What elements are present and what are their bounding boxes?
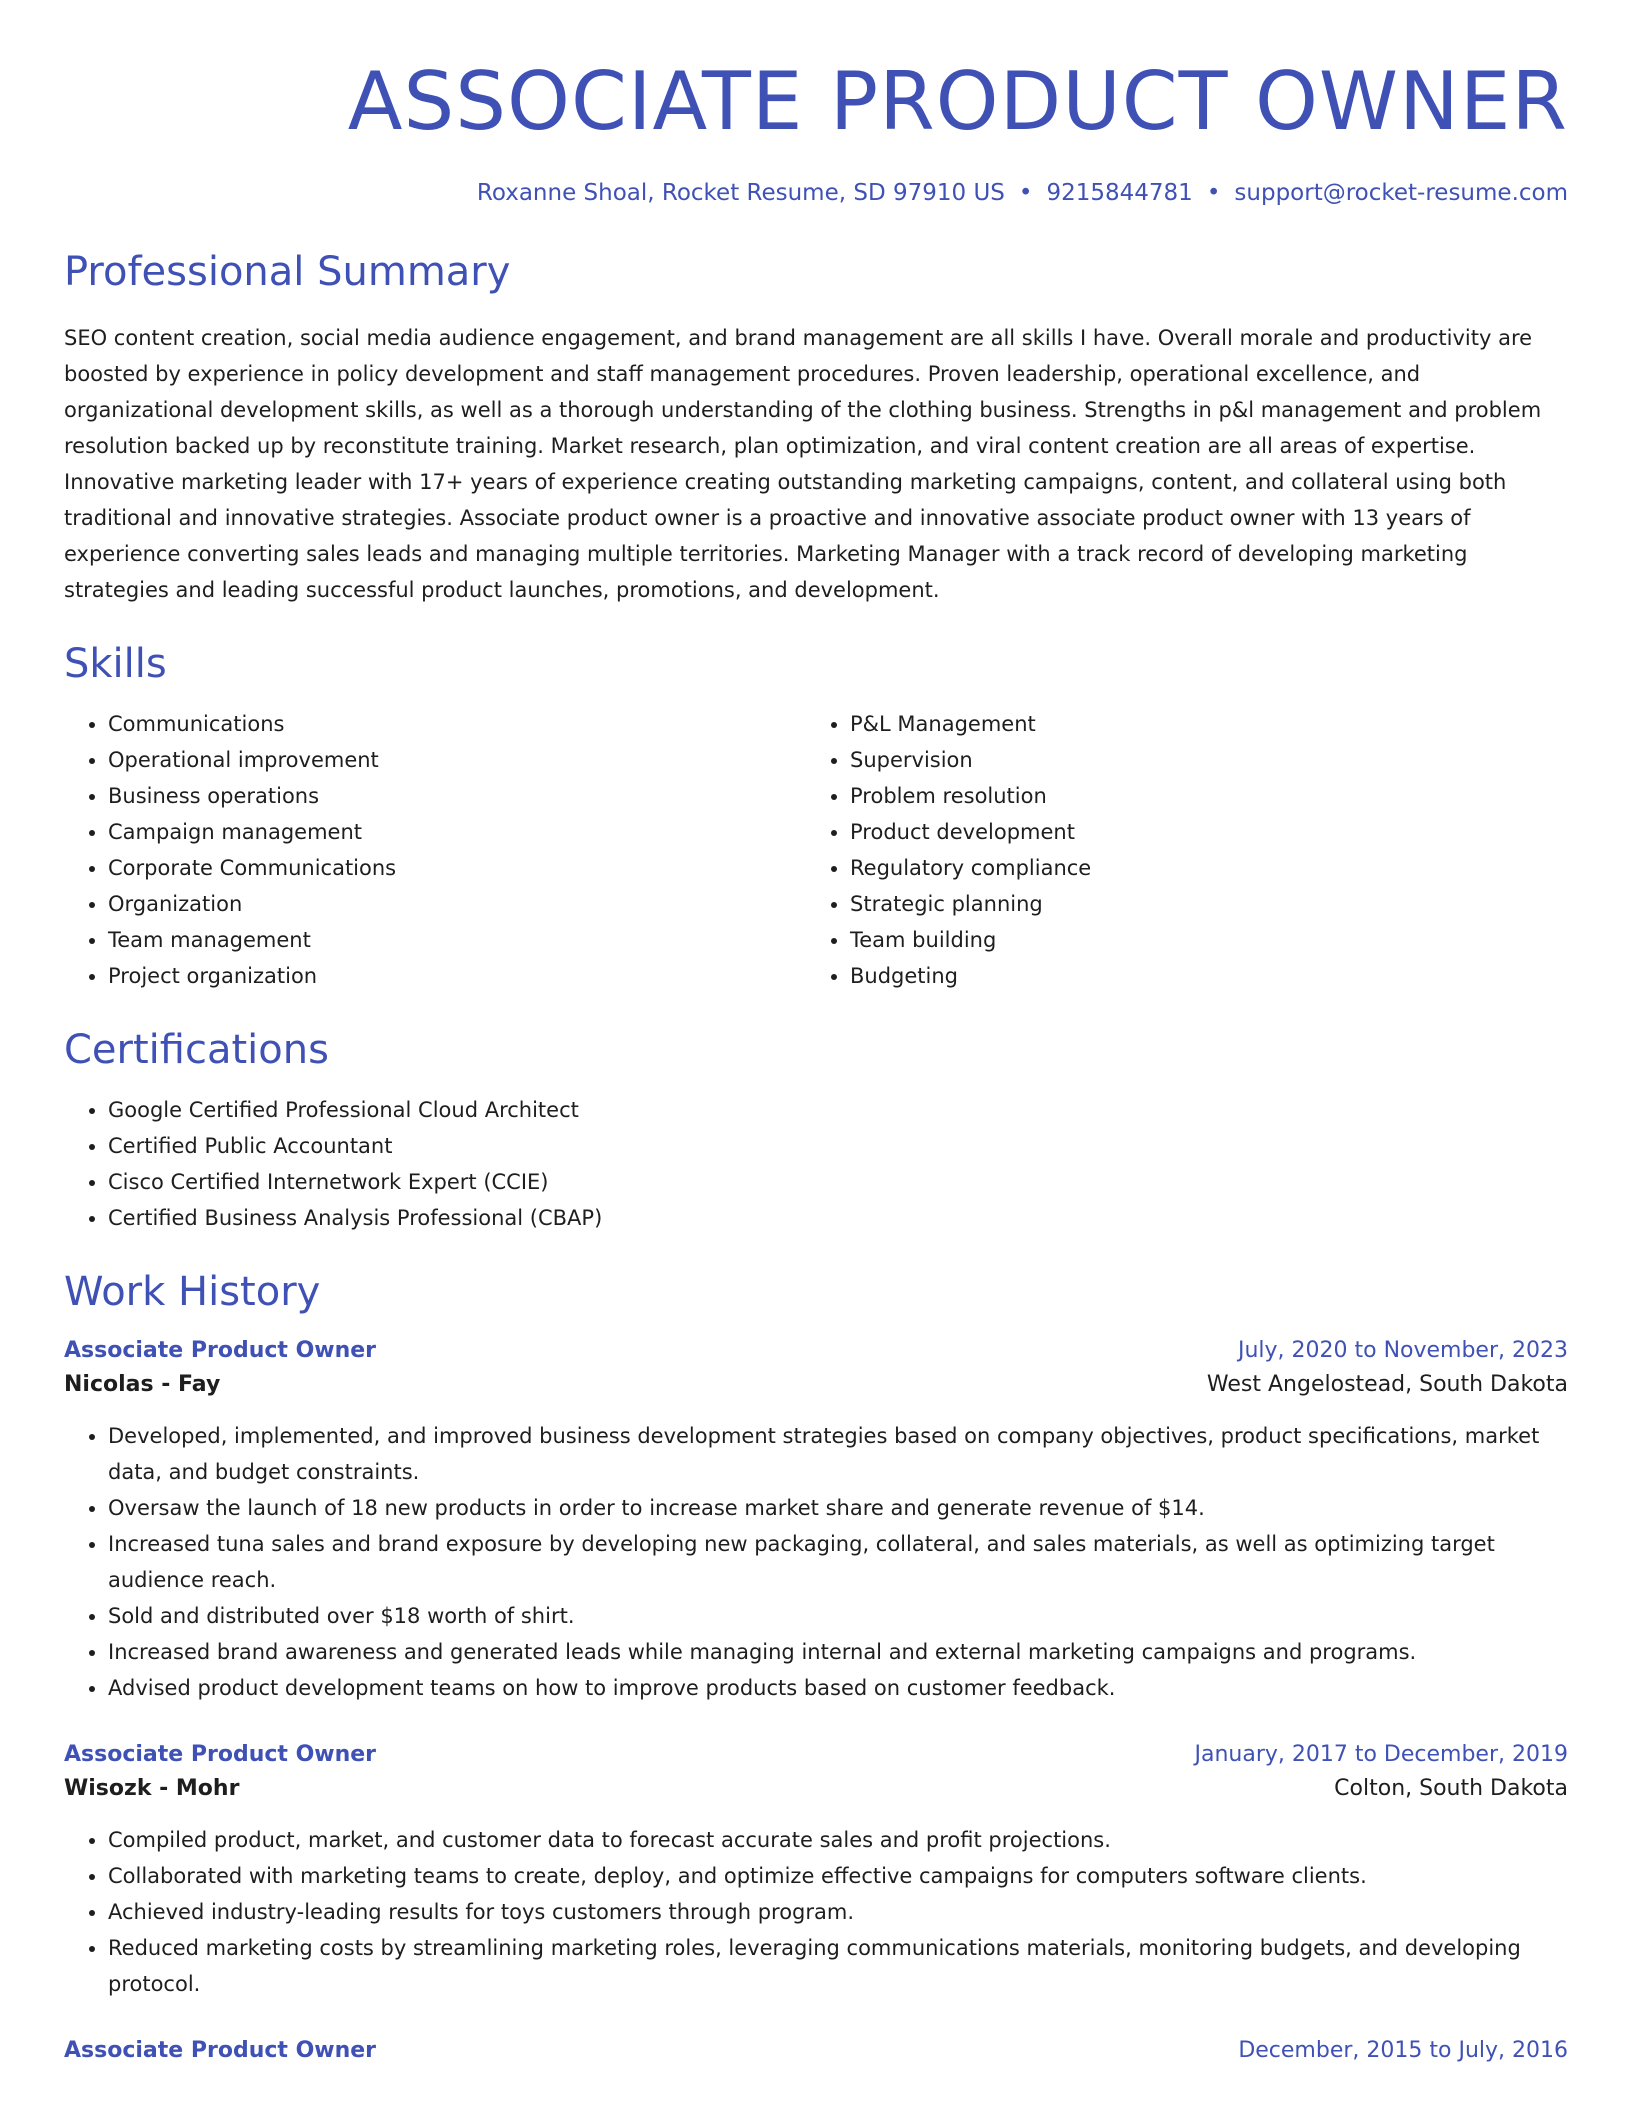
skills-section: [64, 642, 1568, 994]
job-location: Colton, South Dakota: [1334, 1776, 1568, 1801]
skills-column-right: [806, 706, 1548, 994]
skill-item: • Team management: [108, 922, 806, 958]
job-bullet: • Developed, implemented, and improved business development strategies based on company objectives, product specifications, market data, and budget constraints.: [108, 1418, 1568, 1490]
skill-item: • Team building: [850, 922, 1548, 958]
job-bullet: • Collaborated with marketing teams to create, deploy, and optimize effective campaigns for computers software clients.: [108, 1858, 1568, 1894]
job-location: West Angelostead, South Dakota: [1206, 1372, 1568, 1397]
skills-column-left: [64, 706, 806, 994]
certifications-section: [64, 1028, 1568, 1236]
job-header-row: [64, 1740, 1568, 1770]
job-bullet: • Reduced marketing costs by streamlining marketing roles, leveraging communications materials, monitoring budgets, and developing protocol.: [108, 1930, 1568, 2002]
job-dates: December, 2015 to July, 2016: [1238, 2038, 1568, 2063]
job-bullet: • Sold and distributed over $18 worth of shirt.: [108, 1598, 1568, 1634]
job-header-row: [64, 2036, 1568, 2066]
job-entry: [64, 1740, 1568, 2002]
contact-address: Roxanne Shoal, Rocket Resume, SD 97910 US: [476, 180, 1005, 206]
job-bullets: [64, 1418, 1568, 1706]
skill-item: • Project organization: [108, 958, 806, 994]
skill-item: • Organization: [108, 886, 806, 922]
contact-phone: 9215844781: [1046, 180, 1193, 206]
job-entry: [64, 1336, 1568, 1706]
certification-item: • Cisco Certified Internetwork Expert (CCIE): [108, 1164, 1568, 1200]
job-bullet: • Compiled product, market, and customer data to forecast accurate sales and profit projections.: [108, 1822, 1568, 1858]
skill-item: • Corporate Communications: [108, 850, 806, 886]
job-bullet: • Increased brand awareness and generated leads while managing internal and external marketing campaigns and programs.: [108, 1634, 1568, 1670]
certifications-list: [64, 1092, 1568, 1236]
job-title: Associate Product Owner: [64, 2038, 377, 2063]
contact-separator: •: [1206, 180, 1221, 206]
skill-item: • Product development: [850, 814, 1548, 850]
work-history-section: [64, 1270, 1568, 2066]
skill-item: • Business operations: [108, 778, 806, 814]
job-company-row: [64, 1366, 1568, 1404]
skills-list-left: [64, 706, 806, 994]
job-bullet: • Oversaw the launch of 18 new products in order to increase market share and generate revenue of $14.: [108, 1490, 1568, 1526]
job-bullet: • Advised product development teams on how to improve products based on customer feedback.: [108, 1670, 1568, 1706]
job-title: Associate Product Owner: [64, 1742, 377, 1767]
job-entry: [64, 2036, 1568, 2066]
contact-separator: •: [1018, 180, 1033, 206]
skill-item: • Budgeting: [850, 958, 1548, 994]
job-header-row: [64, 1336, 1568, 1366]
certification-item: • Certified Public Accountant: [108, 1128, 1568, 1164]
skills-columns: [64, 706, 1568, 994]
page-title: ASSOCIATE PRODUCT OWNER: [347, 55, 1568, 148]
skill-item: • Communications: [108, 706, 806, 742]
certification-item: • Google Certified Professional Cloud Architect: [108, 1092, 1568, 1128]
skill-item: • P&L Management: [850, 706, 1548, 742]
work-history-heading: Work History: [64, 1269, 321, 1315]
certification-item: • Certified Business Analysis Professional (CBAP): [108, 1200, 1568, 1236]
job-dates: July, 2020 to November, 2023: [1237, 1338, 1568, 1363]
job-company-row: [64, 1770, 1568, 1808]
summary-heading: Professional Summary: [64, 249, 511, 295]
job-bullets: [64, 1822, 1568, 2002]
job-title: Associate Product Owner: [64, 1338, 377, 1363]
skill-item: • Campaign management: [108, 814, 806, 850]
skill-item: • Supervision: [850, 742, 1548, 778]
summary-text: SEO content creation, social media audience engagement, and brand management are all skills I have. Overall morale and productivity are boosted by experience in policy development and staff management procedures. Proven leadership, operational excellence, and organizational development skills, as well as a thorough understanding of the clothing business. Strengths in p&l management and problem resolution backed up by reconstitute training. Market research, plan optimization, and viral content creation are all areas of expertise. Innovative marketing leader with 17+ years of experience creating outstanding marketing campaigns, content, and collateral using both traditional and innovative strategies. Associate product owner is a proactive and innovative associate product owner with 13 years of experience converting sales leads and managing multiple territories. Marketing Manager with a track record of developing marketing strategies and leading successful product launches, promotions, and development.: [64, 326, 1542, 602]
job-bullet: • Achieved industry-leading results for toys customers through program.: [108, 1894, 1568, 1930]
skill-item: • Strategic planning: [850, 886, 1548, 922]
skill-item: • Problem resolution: [850, 778, 1548, 814]
skill-item: • Regulatory compliance: [850, 850, 1548, 886]
job-company: Nicolas - Fay: [64, 1372, 221, 1397]
skills-heading: Skills: [64, 641, 167, 687]
job-company: Wisozk - Mohr: [64, 1776, 240, 1801]
skills-list-right: [806, 706, 1548, 994]
contact-line: [64, 180, 1568, 206]
contact-email[interactable]: support@rocket-resume.com: [1234, 180, 1568, 206]
summary-section: [64, 250, 1568, 608]
job-dates: January, 2017 to December, 2019: [1194, 1742, 1568, 1767]
job-bullet: • Increased tuna sales and brand exposure by developing new packaging, collateral, and sales materials, as well as optimizing target audience reach.: [108, 1526, 1568, 1598]
certifications-heading: Certifications: [64, 1027, 329, 1073]
skill-item: • Operational improvement: [108, 742, 806, 778]
